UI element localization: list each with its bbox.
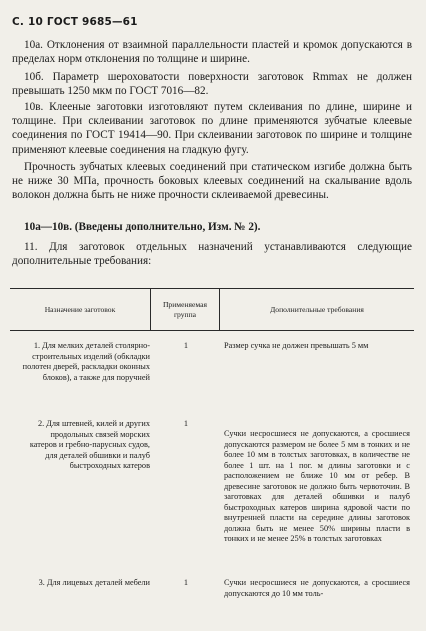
- row-1-purpose: 1. Для мелких деталей столярно-строительных изделий (обкладки полотен дверей, раскладки оконных блоков), а также для поручней: [22, 341, 150, 382]
- paragraph-strength: Прочность зубчатых клеевых соединений при статическом изгибе должна быть не ниже 30 МПа, прочность боковых клеевых соединений на скалывание вдоль волокон должна быть не ниже прочности склеиваемой древесины.: [12, 161, 412, 202]
- row-3-group: 1: [183, 578, 189, 587]
- table-body: [10, 331, 414, 623]
- header-group: Применяемая группа: [162, 300, 208, 319]
- page-header: С. 10 ГОСТ 9685—61: [12, 16, 138, 28]
- paragraph-10b: 10б. Параметр шероховатости поверхности заготовок Rmmax не должен превышать 1250 мкм по ГОСТ 7016—82.: [12, 71, 412, 98]
- header-requirements: Дополнительные требования: [270, 305, 364, 314]
- header-purpose: Назначение заготовок: [44, 305, 116, 314]
- table-top-rule: [10, 288, 414, 289]
- amendment-note: 10а—10в. (Введены дополнительно, Изм. № 2).: [24, 221, 261, 233]
- row-2-group: 1: [183, 419, 189, 428]
- requirements-table: [10, 288, 414, 623]
- paragraph-11: 11. Для заготовок отдельных назначений устанавливаются следующие дополнительные требования:: [12, 241, 412, 268]
- paragraph-10a: 10а. Отклонения от взаимной параллельности пластей и кромок допускаются в пределах норм отклонения по толщине и ширине.: [12, 39, 412, 66]
- row-2-purpose: 2. Для штевней, килей и других продольных связей морских катеров и гребно-парусных судов, для деталей обшивки и палуб быстроходных катеров: [29, 419, 150, 470]
- row-1-group: 1: [183, 341, 189, 350]
- row-2-requirements: Сучки несросшиеся не допускаются, а сросшиеся допускаются размером не более 5 мм в тонких и не более 10 мм в толстых заготовках, в количестве не более 1 шт. на 1 пог. м длины заготовки и с расположением не ближе 10 мм от ребер. В древесине заготовок не должно быть червоточин. В заготовках для деталей обшивки и палуб быстроходных катеров ширина ядровой части по внутренней пласти на середине длины заготовок должна быть не менее 50% ширины пласти в тонких и не менее 25% в толстых заготовках: [224, 429, 410, 543]
- row-3-requirements: Сучки несросшиеся не допускаются, а сросшиеся допускаются до 10 мм толь-: [224, 578, 410, 598]
- row-3-purpose: 3. Для лицевых деталей мебели: [38, 578, 150, 587]
- paragraph-10v: 10в. Клееные заготовки изготовляют путем склеивания по длине, ширине и толщине. При склеивании заготовок по длине применяются зубчатые клеевые соединения по ГОСТ 19414—90. При склеивании заготовок по ширине и толщине применяют клеевые соединения на гладкую фугу.: [12, 101, 412, 156]
- row-1-requirements: Размер сучка не должен превышать 5 мм: [224, 341, 369, 350]
